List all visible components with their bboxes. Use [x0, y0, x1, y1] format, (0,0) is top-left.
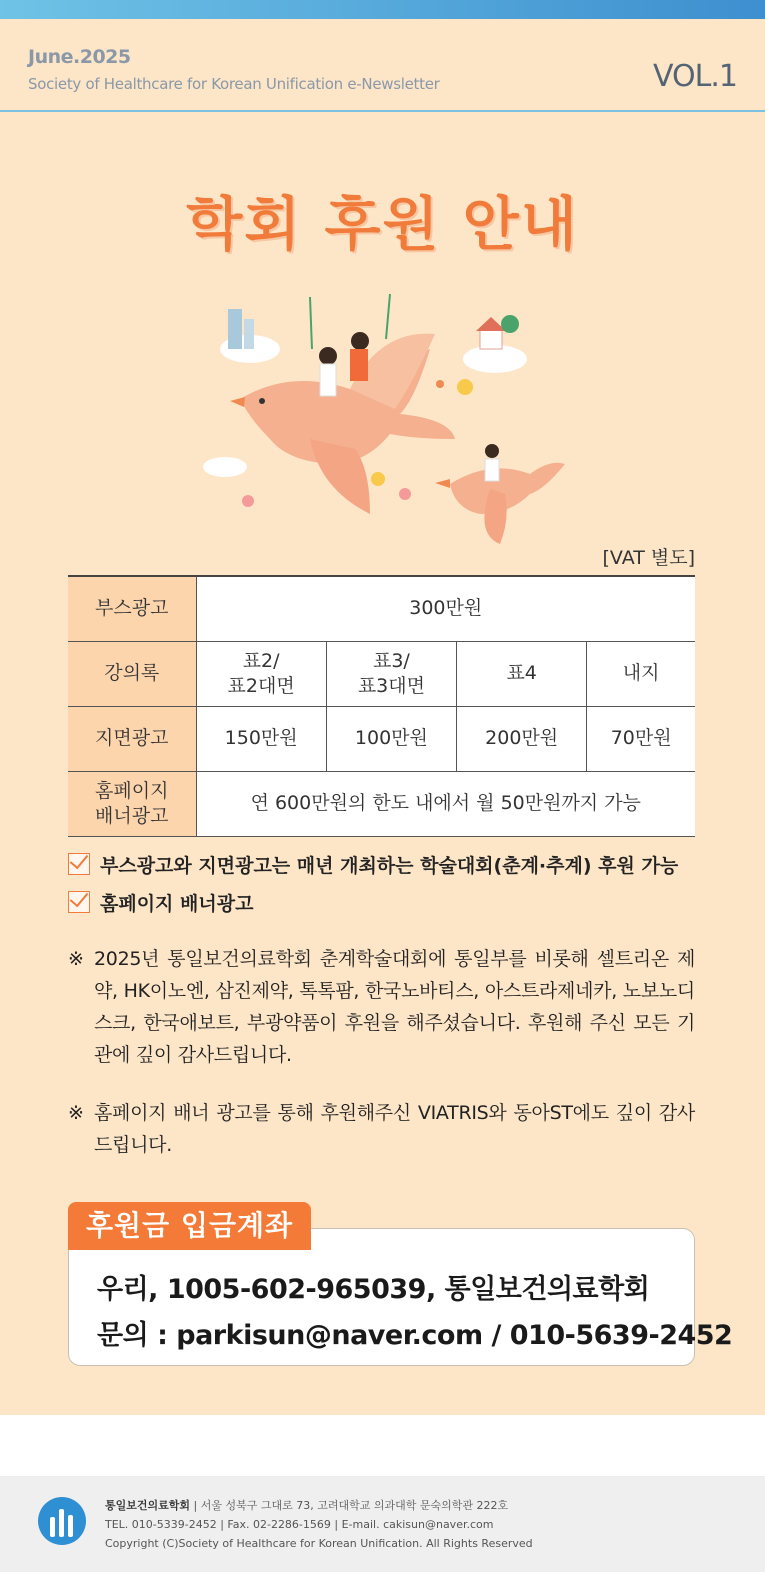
- print-price-inner: 70만원: [587, 706, 695, 771]
- note-text: 홈페이지 배너 광고를 통해 후원해주신 VIATRIS와 동아ST에도 깊이 감사드립니다.: [94, 1102, 695, 1156]
- note-item: [68, 1097, 695, 1161]
- banner-ad-label: 홈페이지 배너광고: [68, 771, 196, 836]
- lecture-col-cover2: 표2/ 표2대면: [196, 641, 326, 706]
- lecture-col-inner: 내지: [587, 641, 695, 706]
- list-item: [68, 883, 708, 921]
- booth-ad-price: 300만원: [196, 576, 695, 641]
- print-price-cover4: 200만원: [457, 706, 587, 771]
- reference-mark: ※: [68, 948, 84, 970]
- sponsorship-price-table: [68, 575, 695, 837]
- list-item: [68, 845, 708, 883]
- account-tab-label: 후원금 입금계좌: [68, 1202, 311, 1250]
- lecture-col-cover3: 표3/ 표3대면: [326, 641, 456, 706]
- newsletter-subtitle: Society of Healthcare for Korean Unification e-Newsletter: [28, 75, 440, 93]
- checklist: [68, 845, 708, 921]
- footer-address: 서울 성북구 그대로 73, 고려대학교 의과대학 문숙의학관 222호: [200, 1499, 509, 1512]
- print-price-cover3: 100만원: [326, 706, 456, 771]
- page-title: 학회 후원 안내: [186, 190, 579, 258]
- footer-contact: TEL. 010-5339-2452 | Fax. 02-2286-1569 | E-mail. cakisun@naver.com: [105, 1518, 494, 1531]
- newsletter-body: [0, 19, 765, 1415]
- society-logo-icon: [38, 1497, 86, 1545]
- reference-mark: ※: [68, 1102, 84, 1124]
- check-text: 부스광고와 지면광고는 매년 개최하는 학술대회(춘계·추계) 후원 가능: [100, 854, 679, 877]
- footer: [0, 1476, 765, 1572]
- checkbox-icon: [68, 891, 90, 913]
- notes-section: [68, 943, 695, 1187]
- table-row: [68, 706, 695, 771]
- lecture-book-label: 강의록: [68, 641, 196, 706]
- header-divider: [0, 110, 765, 112]
- volume-label: VOL.1: [653, 59, 737, 94]
- table-row: [68, 771, 695, 836]
- table-row: [68, 641, 695, 706]
- footer-org: 통일보건의료학회: [105, 1499, 191, 1512]
- footer-info: 통일보건의료학회 | 서울 성북구 그대로 73, 고려대학교 의과대학 문숙의학관 222호 TEL. 010-5339-2452 | Fax. 02-2286-1569 | E-mail. cakisun@naver.com Copyright (C)Society of Healthcare for Korean Unification. All Rights Reserved: [105, 1496, 533, 1553]
- note-item: [68, 943, 695, 1071]
- top-color-bar: [0, 0, 765, 19]
- vat-note: [VAT 별도]: [602, 547, 695, 569]
- banner-ad-price: 연 600만원의 한도 내에서 월 50만원까지 가능: [196, 771, 695, 836]
- lecture-col-cover4: 표4: [457, 641, 587, 706]
- birds-illustration: [200, 289, 570, 574]
- footer-copyright: Copyright (C)Society of Healthcare for Korean Unification. All Rights Reserved: [105, 1537, 533, 1550]
- check-text: 홈페이지 배너광고: [100, 892, 254, 915]
- contact-line: 문의 : parkisun@naver.com / 010-5639-2452: [97, 1320, 733, 1351]
- booth-ad-label: 부스광고: [68, 576, 196, 641]
- table-row: [68, 576, 695, 641]
- bank-account-line: 우리, 1005-602-965039, 통일보건의료학회: [97, 1274, 650, 1305]
- issue-date: June.2025: [28, 46, 131, 68]
- checkbox-icon: [68, 853, 90, 875]
- print-ad-label: 지면광고: [68, 706, 196, 771]
- print-price-cover2: 150만원: [196, 706, 326, 771]
- note-text: 2025년 통일보건의료학회 춘계학술대회에 통일부를 비롯해 셀트리온 제약, HK이노엔, 삼진제약, 톡톡팜, 한국노바티스, 아스트라제네카, 노보노디스크, 한국애보트, 부광약품이 후원을 해주셨습니다. 후원해 주신 모든 기관에 깊이 감사드립니다.: [94, 948, 695, 1066]
